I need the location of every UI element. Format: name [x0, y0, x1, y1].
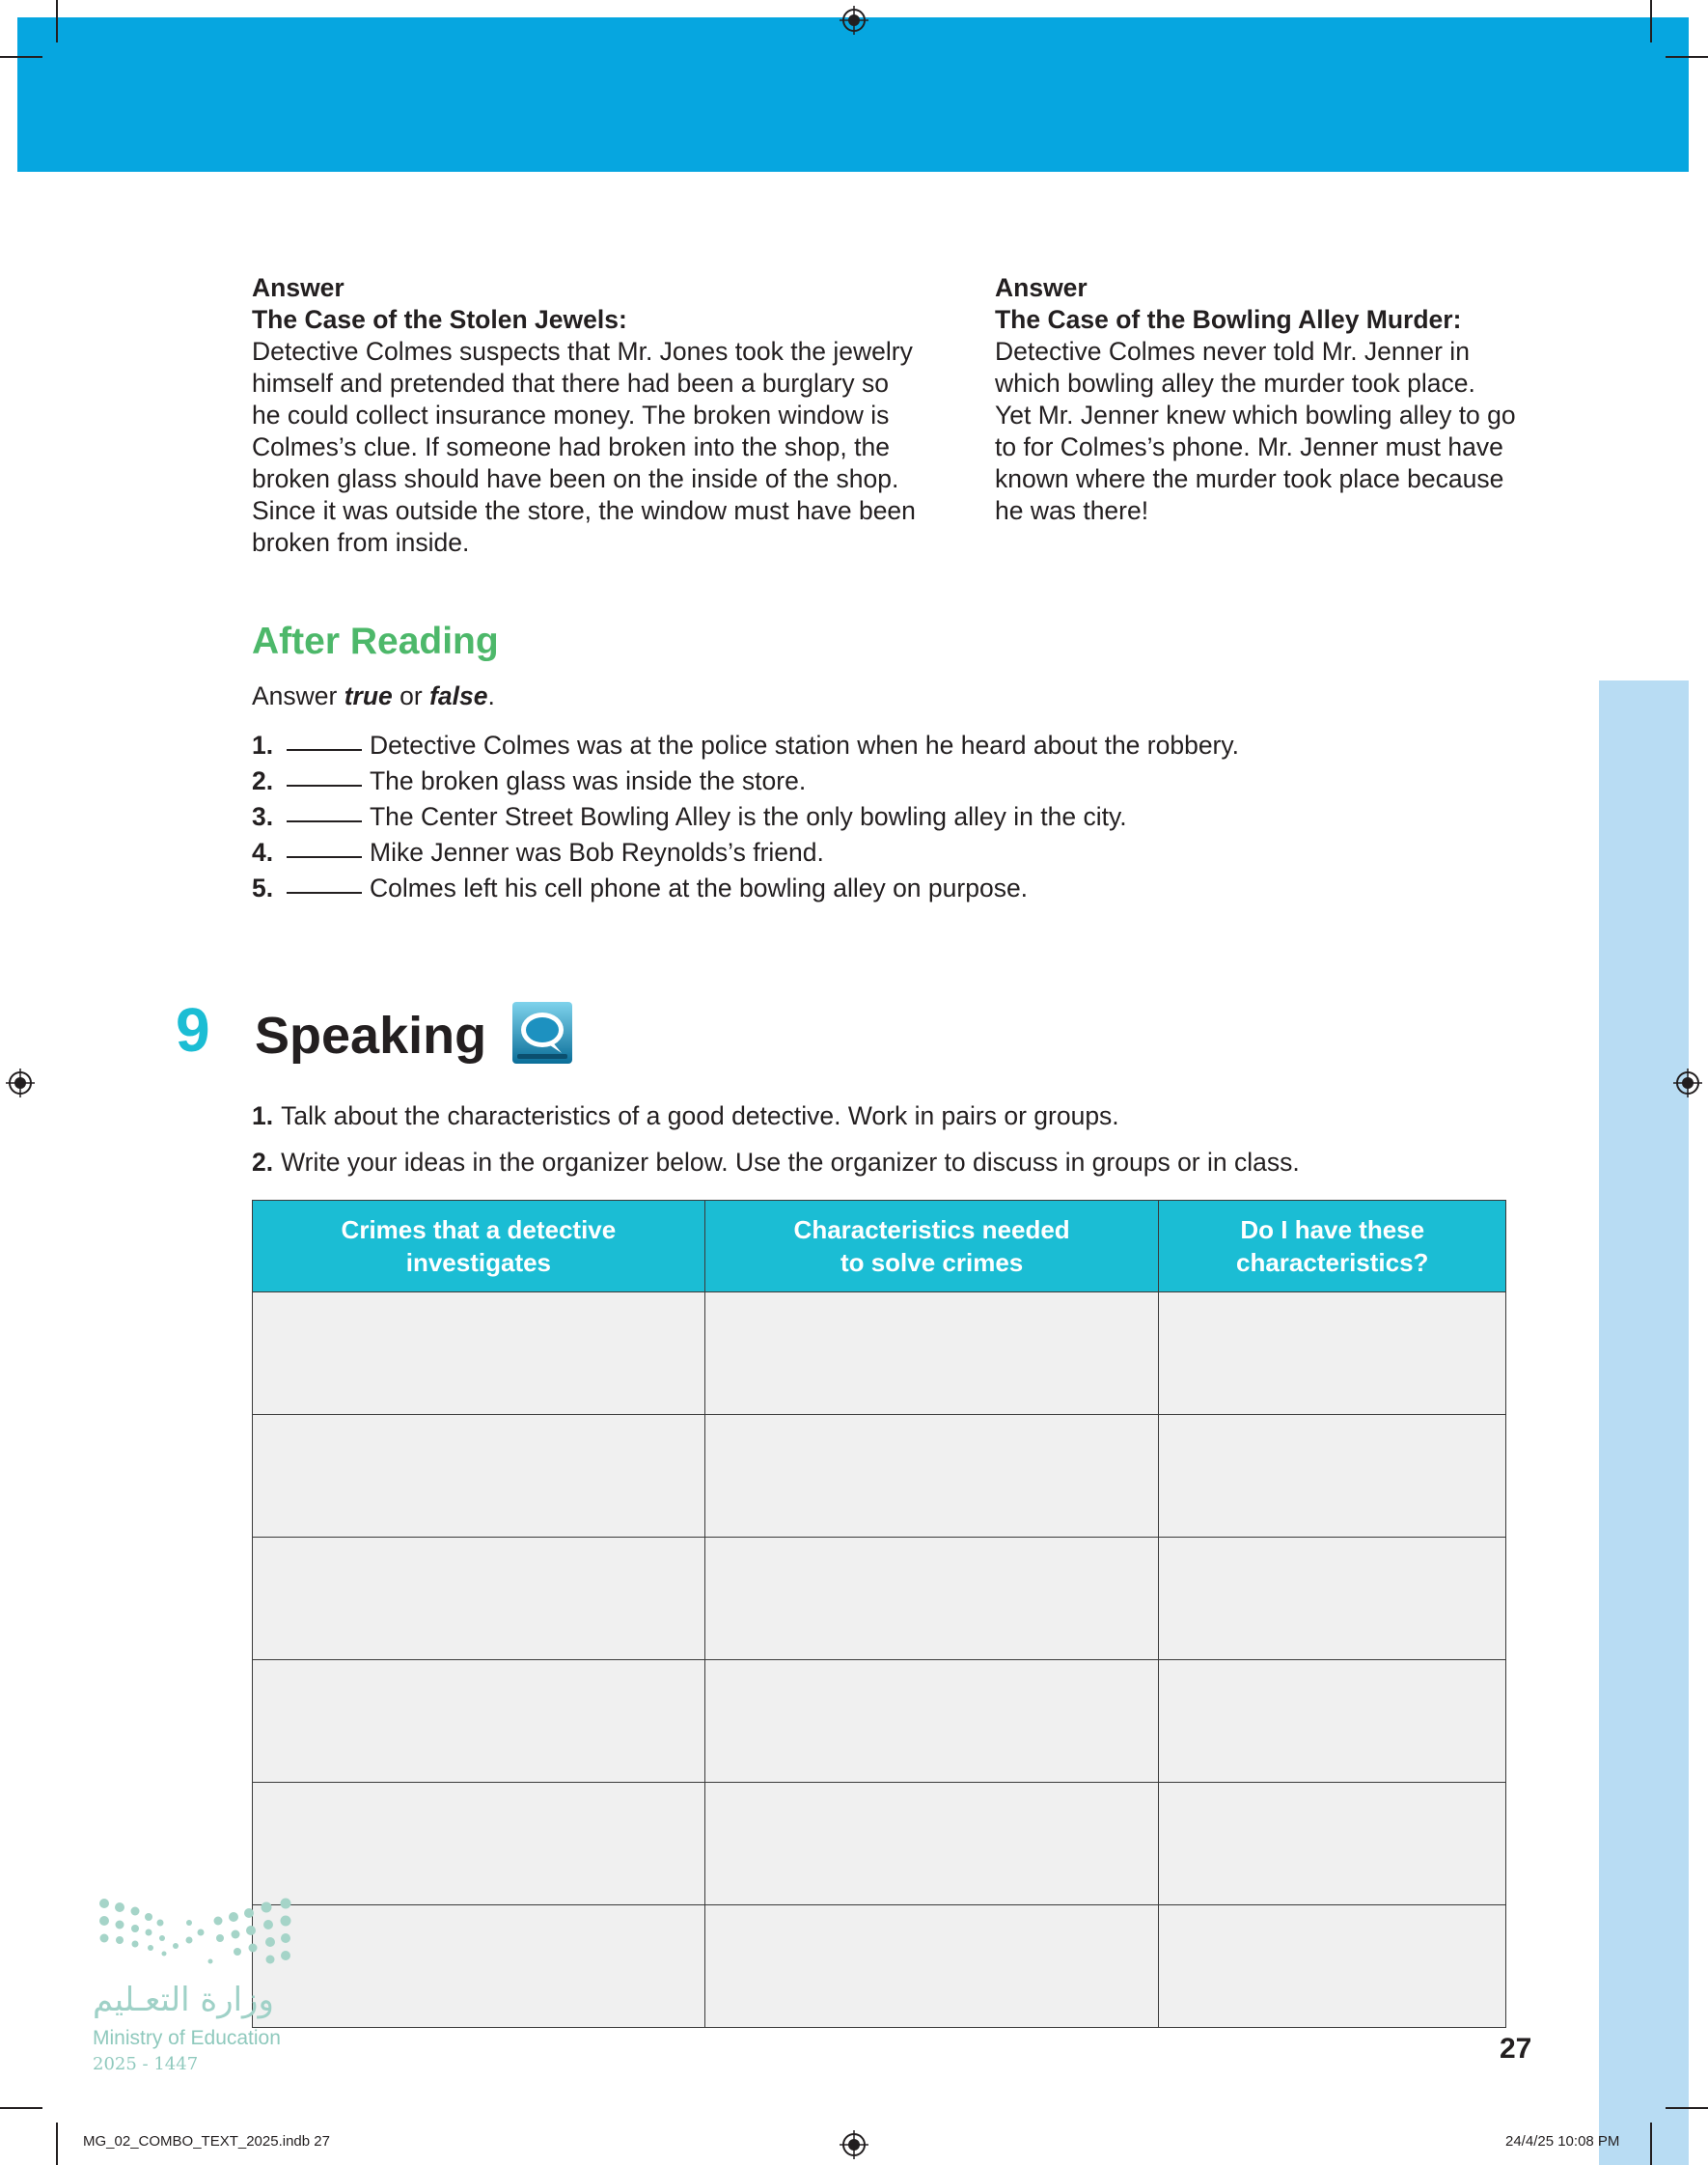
ministry-logo-dots-icon — [93, 1894, 305, 1981]
answer-stolen-jewels — [252, 272, 927, 559]
answer-line: Colmes’s clue. If someone had broken into the shop, the — [252, 432, 890, 461]
table-cell[interactable] — [1159, 1660, 1506, 1783]
instruction-text: or — [392, 681, 430, 710]
answer-line: which bowling alley the murder took place. — [995, 369, 1475, 398]
answer-line: Detective Colmes never told Mr. Jenner in — [995, 337, 1470, 366]
ministry-logo-arabic: وزارة التعـليم — [93, 1981, 274, 2019]
table-header-row — [253, 1201, 1506, 1292]
registration-mark-icon — [840, 2130, 868, 2159]
table-cell[interactable] — [704, 1783, 1159, 1905]
table-row — [253, 1415, 1506, 1538]
step-text: Write your ideas in the organizer below. Use the organizer to discuss in groups or in class. — [281, 1148, 1300, 1177]
answer-label: Answer — [252, 273, 344, 302]
answer-line: himself and pretended that there had been a burglary so — [252, 369, 890, 398]
item-text: Colmes left his cell phone at the bowling alley on purpose. — [370, 874, 1029, 902]
table-cell[interactable] — [704, 1538, 1159, 1660]
instruction-text: . — [487, 681, 495, 710]
answer-blank[interactable] — [287, 799, 362, 822]
item-number: 4. — [252, 838, 274, 867]
column-header — [253, 1201, 705, 1292]
answer-line: Yet Mr. Jenner knew which bowling alley to go — [995, 401, 1516, 430]
crop-mark — [56, 0, 58, 42]
header-line: characteristics? — [1236, 1248, 1429, 1277]
organizer-table — [252, 1200, 1506, 2028]
table-cell[interactable] — [1159, 1905, 1506, 2028]
ministry-logo-english: Ministry of Education — [93, 2027, 281, 2049]
answer-label: Answer — [995, 273, 1088, 302]
crop-mark — [56, 2123, 58, 2165]
table-cell[interactable] — [253, 1660, 705, 1783]
list-item — [252, 871, 1239, 906]
step-item — [252, 1101, 1300, 1131]
step-item — [252, 1148, 1300, 1178]
answer-blank[interactable] — [287, 871, 362, 894]
step-number: 2. — [252, 1148, 274, 1177]
header-line: to solve crimes — [840, 1248, 1024, 1277]
item-text: Detective Colmes was at the police station when he heard about the robbery. — [370, 731, 1240, 760]
footer-date: 24/4/25 10:08 PM — [1505, 2133, 1620, 2150]
crop-mark — [0, 2107, 42, 2109]
side-color-band — [1599, 680, 1689, 2165]
answer-bowling-alley — [995, 272, 1670, 527]
answer-line: to for Colmes’s phone. Mr. Jenner must have — [995, 432, 1503, 461]
answer-blank[interactable] — [287, 728, 362, 751]
table-row — [253, 1292, 1506, 1415]
footer-filename: MG_02_COMBO_TEXT_2025.indb 27 — [83, 2133, 330, 2150]
table-row — [253, 1538, 1506, 1660]
list-item — [252, 763, 1239, 799]
false-word: false — [429, 681, 488, 710]
true-false-instruction — [252, 681, 495, 711]
table-cell[interactable] — [253, 1415, 705, 1538]
registration-mark-icon — [1673, 1069, 1702, 1097]
true-word: true — [344, 681, 393, 710]
speech-bubble-icon — [511, 1001, 573, 1065]
header-line: Crimes that a detective — [341, 1215, 617, 1244]
section-title: Speaking — [255, 1007, 487, 1065]
table-row — [253, 1783, 1506, 1905]
table-cell[interactable] — [704, 1415, 1159, 1538]
item-text: The broken glass was inside the store. — [370, 766, 807, 795]
table-row — [253, 1905, 1506, 2028]
table-cell[interactable] — [1159, 1292, 1506, 1415]
crop-mark — [1666, 56, 1708, 58]
item-text: The Center Street Bowling Alley is the only bowling alley in the city. — [370, 802, 1127, 831]
table-cell[interactable] — [704, 1660, 1159, 1783]
step-number: 1. — [252, 1101, 274, 1130]
table-cell[interactable] — [253, 1905, 705, 2028]
answer-line: he could collect insurance money. The broken window is — [252, 401, 890, 430]
column-header — [704, 1201, 1159, 1292]
answer-line: broken from inside. — [252, 528, 470, 557]
answer-line: he was there! — [995, 496, 1149, 525]
item-number: 5. — [252, 874, 274, 902]
answer-blank[interactable] — [287, 835, 362, 858]
list-item — [252, 835, 1239, 871]
crop-mark — [1666, 2107, 1708, 2109]
true-false-list — [252, 728, 1239, 906]
header-line: investigates — [405, 1248, 552, 1277]
answer-line: Detective Colmes suspects that Mr. Jones took the jewelry — [252, 337, 913, 366]
list-item — [252, 728, 1239, 763]
step-text: Talk about the characteristics of a good detective. Work in pairs or groups. — [281, 1101, 1119, 1130]
answer-line: Since it was outside the store, the window must have been — [252, 496, 916, 525]
instruction-text: Answer — [252, 681, 344, 710]
page-number: 27 — [1500, 2033, 1532, 2065]
table-row — [253, 1660, 1506, 1783]
table-cell[interactable] — [1159, 1538, 1506, 1660]
section-number: 9 — [176, 995, 210, 1065]
table-cell[interactable] — [253, 1538, 705, 1660]
answer-blank[interactable] — [287, 763, 362, 787]
table-cell[interactable] — [253, 1783, 705, 1905]
crop-mark — [1650, 0, 1652, 42]
table-cell[interactable] — [704, 1292, 1159, 1415]
header-line: Characteristics needed — [793, 1215, 1070, 1244]
header-line: Do I have these — [1240, 1215, 1425, 1244]
speaking-steps — [252, 1101, 1300, 1194]
item-text: Mike Jenner was Bob Reynolds’s friend. — [370, 838, 824, 867]
answer-line: broken glass should have been on the inside of the shop. — [252, 464, 899, 493]
column-header — [1159, 1201, 1506, 1292]
answer-title: The Case of the Stolen Jewels: — [252, 305, 627, 334]
item-number: 2. — [252, 766, 274, 795]
list-item — [252, 799, 1239, 835]
after-reading-title: After Reading — [252, 621, 499, 662]
top-color-band — [17, 17, 1689, 172]
crop-mark — [1650, 2123, 1652, 2165]
registration-mark-icon — [840, 6, 868, 35]
table-cell[interactable] — [704, 1905, 1159, 2028]
table-cell[interactable] — [1159, 1783, 1506, 1905]
answer-title: The Case of the Bowling Alley Murder: — [995, 305, 1462, 334]
answer-line: known where the murder took place because — [995, 464, 1504, 493]
table-cell[interactable] — [253, 1292, 705, 1415]
crop-mark — [0, 56, 42, 58]
item-number: 3. — [252, 802, 274, 831]
table-cell[interactable] — [1159, 1415, 1506, 1538]
item-number: 1. — [252, 731, 274, 760]
ministry-logo-year: 2025 - 1447 — [93, 2054, 199, 2074]
registration-mark-icon — [6, 1069, 35, 1097]
